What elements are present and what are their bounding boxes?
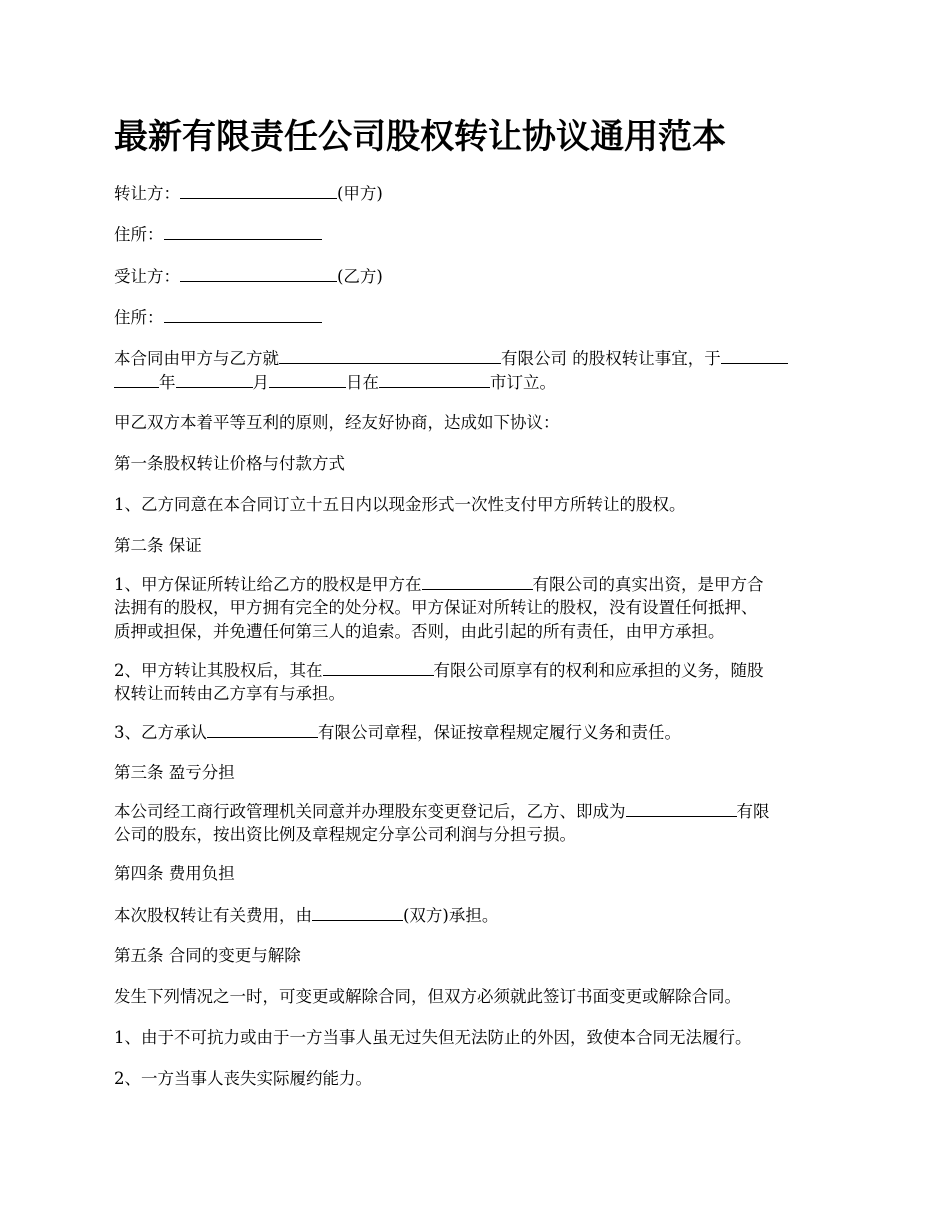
- transferor-suffix: (甲方): [337, 184, 383, 203]
- company-name-blank[interactable]: [279, 346, 501, 364]
- article2-item1-text: 有限公司的真实出资，是甲方合: [532, 575, 764, 594]
- article4-body: [114, 903, 842, 928]
- article2-item2-text: 2、甲方转让其股权后，其在: [114, 661, 323, 680]
- article2-item1-line3: 质押或担保，并免遭任何第三人的追索。否则，由此引起的所有责任，由甲方承担。: [114, 622, 725, 641]
- article3-body-line1: [114, 799, 842, 824]
- transferee-suffix: (乙方): [337, 267, 383, 286]
- month-label: 月: [252, 373, 269, 392]
- article3-heading: 第三条 盈亏分担: [114, 763, 235, 782]
- day-label: 日在: [346, 373, 379, 392]
- company-blank-1[interactable]: [422, 572, 533, 590]
- company-blank-3[interactable]: [207, 720, 318, 738]
- article1-item1: 1、乙方同意在本合同订立十五日内以现金形式一次性支付甲方所转让的股权。: [114, 495, 686, 514]
- intro-line-2: [114, 370, 842, 395]
- year-label: 年: [159, 373, 176, 392]
- article4-heading: 第四条 费用负担: [114, 864, 235, 883]
- article2-item2-line1: [114, 658, 842, 683]
- company-blank-4[interactable]: [626, 799, 737, 817]
- article2-item1-line1: [114, 572, 842, 597]
- transferee-address-blank[interactable]: [164, 305, 322, 323]
- intro-text: 市订立。: [490, 373, 556, 392]
- article5-item1: 1、由于不可抗力或由于一方当事人虽无过失但无法防止的外因，致使本合同无法履行。: [114, 1028, 752, 1047]
- article2-item3-text: 有限公司章程，保证按章程规定履行义务和责任。: [318, 723, 681, 742]
- intro-text: 本合同由甲方与乙方就: [114, 349, 279, 368]
- article1-heading: 第一条股权转让价格与付款方式: [114, 454, 345, 473]
- article2-item1-text: 1、甲方保证所转让给乙方的股权是甲方在: [114, 575, 422, 594]
- article4-body-text: (双方)承担。: [403, 906, 499, 925]
- article3-body-line2: 公司的股东，按出资比例及章程规定分享公司利润与分担亏损。: [114, 825, 576, 844]
- article5-body: 发生下列情况之一时，可变更或解除合同，但双方必须就此签订书面变更或解除合同。: [114, 987, 741, 1006]
- article3-body-text: 本公司经工商行政管理机关同意并办理股东变更登记后，乙方、即成为: [114, 802, 626, 821]
- transferor-line: [114, 181, 842, 206]
- company-blank-2[interactable]: [323, 658, 434, 676]
- document-title: 最新有限责任公司股权转让协议通用范本: [114, 117, 726, 157]
- intro-text: 有限公司 的股权转让事宜，于: [501, 349, 721, 368]
- month-blank[interactable]: [176, 370, 253, 388]
- city-blank[interactable]: [379, 370, 490, 388]
- transferor-address-blank[interactable]: [164, 222, 322, 240]
- year-blank-end[interactable]: [114, 370, 159, 388]
- transferee-blank[interactable]: [180, 264, 337, 282]
- article4-body-text: 本次股权转让有关费用，由: [114, 906, 312, 925]
- article2-item1-line2: 法拥有的股权，甲方拥有完全的处分权。甲方保证对所转让的股权，没有设置任何抵押、: [114, 598, 758, 617]
- day-blank[interactable]: [269, 370, 346, 388]
- transferee-label: 受让方：: [114, 267, 180, 286]
- article3-body-text: 有限: [736, 802, 770, 821]
- transferor-blank[interactable]: [180, 181, 337, 199]
- year-blank-start[interactable]: [721, 346, 788, 364]
- intro-line-1: [114, 346, 842, 371]
- article2-item2-line2: 权转让而转由乙方享有与承担。: [114, 684, 345, 703]
- article2-heading: 第二条 保证: [114, 536, 202, 555]
- article5-item2: 2、一方当事人丧失实际履约能力。: [114, 1069, 372, 1088]
- article5-heading: 第五条 合同的变更与解除: [114, 946, 301, 965]
- address-label: 住所：: [114, 308, 164, 327]
- article2-item2-text: 有限公司原享有的权利和应承担的义务，随股: [433, 661, 764, 680]
- article2-item3: [114, 720, 842, 745]
- preamble: 甲乙双方本着平等互利的原则，经友好协商，达成如下协议：: [114, 413, 560, 432]
- fee-payer-blank[interactable]: [312, 903, 403, 921]
- transferor-address-line: [114, 222, 842, 247]
- transferor-label: 转让方：: [114, 184, 180, 203]
- transferee-line: [114, 264, 842, 289]
- transferee-address-line: [114, 305, 842, 330]
- address-label: 住所：: [114, 225, 164, 244]
- article2-item3-text: 3、乙方承认: [114, 723, 207, 742]
